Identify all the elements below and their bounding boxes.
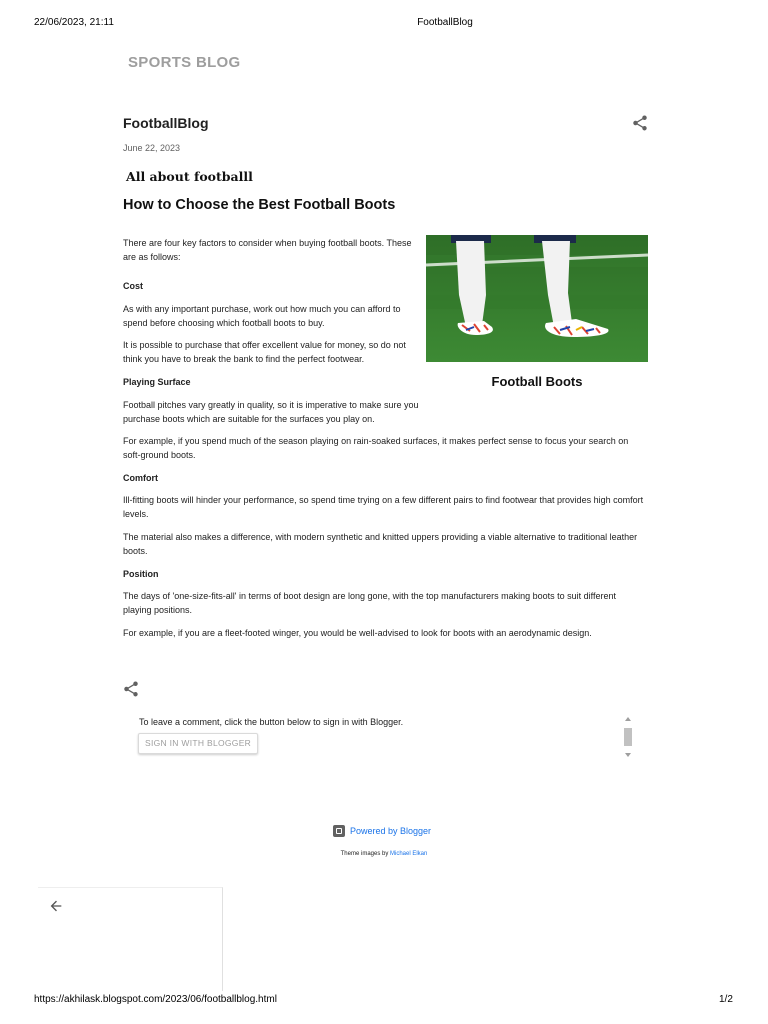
section-heading-comfort: Comfort bbox=[123, 473, 158, 483]
cost-paragraph-1: As with any important purchase, work out how much you can afford to spend before choosing which football boots to buy. bbox=[123, 304, 401, 328]
image-caption: Football Boots bbox=[491, 374, 583, 389]
comfort-paragraph-2: The material also makes a difference, with modern synthetic and knitted uppers providing a viable alternative to traditional leather boots. bbox=[123, 532, 638, 556]
section-heading-position: Position bbox=[123, 569, 159, 579]
theme-author-link[interactable]: Michael Elkan bbox=[390, 851, 428, 857]
print-page-number: 1/2 bbox=[719, 994, 733, 1005]
comfort-paragraph-1: Ill-fitting boots will hinder your performance, so spend time trying on a few different pairs to find footwear that provides high comfort levels. bbox=[123, 495, 644, 519]
football-boots-image[interactable] bbox=[426, 235, 648, 362]
back-navigation-panel bbox=[38, 887, 223, 991]
comment-widget bbox=[134, 715, 634, 761]
powered-by-text: Powered by Blogger bbox=[350, 826, 432, 836]
cost-paragraph-2: It is possible to purchase that offer excellent value for money, so do not think you have to break the bank to find the perfect footwear. bbox=[123, 340, 406, 364]
scroll-up-arrow-icon[interactable] bbox=[625, 717, 631, 721]
arrow-left-icon[interactable] bbox=[48, 898, 64, 914]
position-paragraph-2: For example, if you are a fleet-footed winger, you would be well-advised to look for boots with an aerodynamic design. bbox=[123, 628, 592, 638]
surface-paragraph-2: For example, if you spend much of the season playing on rain-soaked surfaces, it makes perfect sense to focus your search on soft-ground boots. bbox=[123, 436, 629, 460]
intro-paragraph: There are four key factors to consider when buying football boots. These are as follows: bbox=[123, 238, 412, 262]
share-icon[interactable] bbox=[122, 680, 140, 698]
post-date: June 22, 2023 bbox=[123, 143, 181, 153]
print-url: https://akhilask.blogspot.com/2023/06/footballblog.html bbox=[34, 994, 277, 1005]
surface-paragraph-1: Football pitches vary greatly in quality, so it is imperative to make sure you purchase boots which are suitable for the surfaces you play on. bbox=[123, 400, 419, 424]
print-page-title: FootballBlog bbox=[417, 17, 473, 28]
section-heading-surface: Playing Surface bbox=[123, 377, 191, 387]
print-datetime: 22/06/2023, 21:11 bbox=[34, 17, 114, 28]
comment-scrollbar[interactable] bbox=[622, 715, 634, 761]
sign-in-with-blogger-button[interactable]: SIGN IN WITH BLOGGER bbox=[138, 733, 258, 754]
position-paragraph-1: The days of 'one-size-fits-all' in terms of boot design are long gone, with the top manufacturers making boots to suit different playing positions. bbox=[123, 591, 617, 615]
blog-title[interactable]: SPORTS BLOG bbox=[128, 54, 241, 71]
post-subtitle: All about footballl bbox=[126, 169, 253, 184]
comment-prompt: To leave a comment, click the button below to sign in with Blogger. bbox=[139, 717, 404, 727]
post-name: FootballBlog bbox=[123, 115, 209, 131]
share-icon[interactable] bbox=[631, 114, 649, 132]
powered-by-blogger-link[interactable] bbox=[333, 824, 431, 838]
theme-attribution bbox=[0, 851, 768, 857]
theme-attribution-prefix: Theme images by bbox=[340, 851, 389, 857]
scroll-thumb[interactable] bbox=[624, 728, 632, 746]
blogger-logo-icon bbox=[333, 825, 345, 837]
scroll-down-arrow-icon[interactable] bbox=[625, 753, 631, 757]
section-heading-cost: Cost bbox=[123, 281, 143, 291]
post-headline: How to Choose the Best Football Boots bbox=[123, 197, 396, 213]
